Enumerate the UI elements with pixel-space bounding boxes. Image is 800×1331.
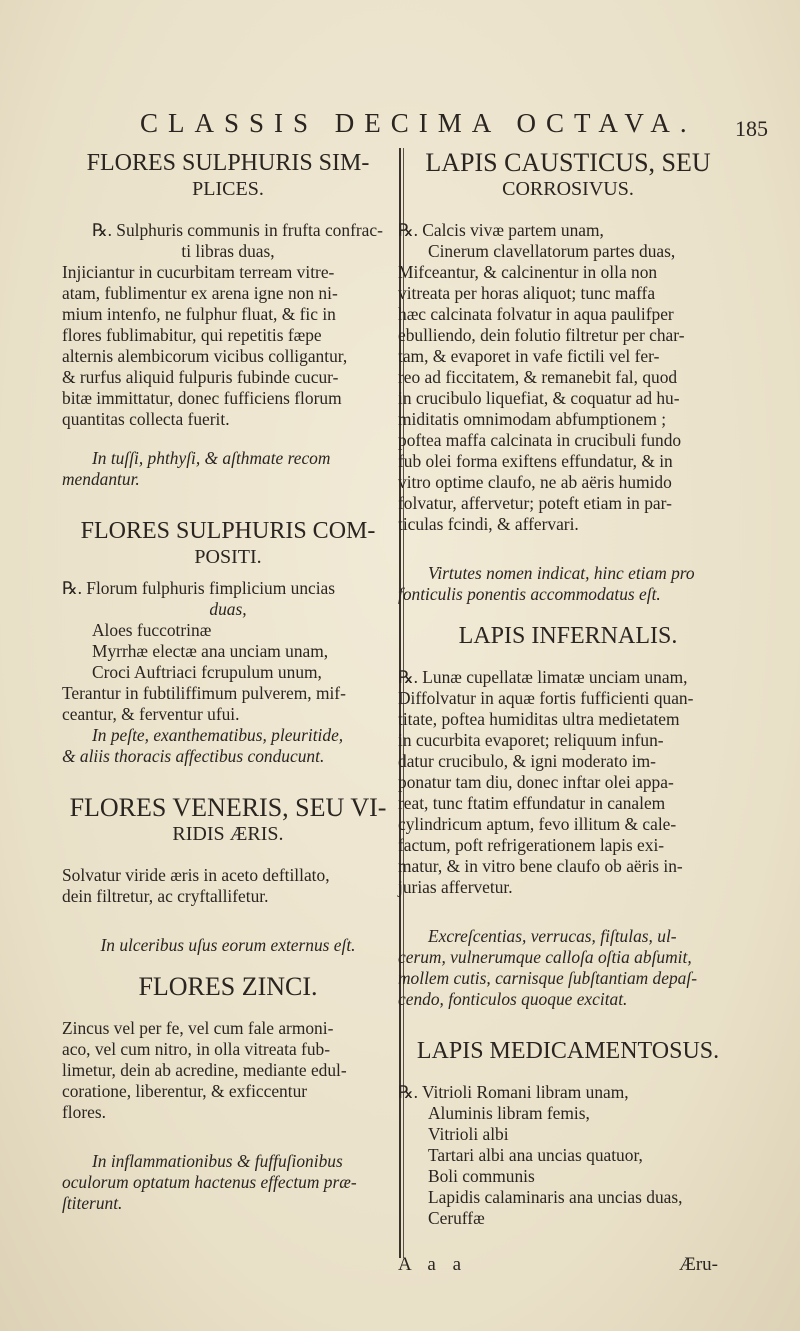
recipe-line: Myrrhæ electæ ana unciam unam, [92, 641, 329, 661]
usage-note: cendo, fonticulos quoque excitat. [398, 989, 628, 1009]
signature-mark: A a a [398, 1254, 468, 1275]
usage-note: ſtiterunt. [62, 1193, 123, 1213]
recipe-line: miditatis omnimodam abfumptionem ; [398, 409, 667, 429]
running-title: CLASSIS DECIMA OCTAVA. [140, 108, 697, 138]
catchword: Æru- [678, 1254, 718, 1275]
recipe-line: fub olei forma exiftens effundatur, & in [398, 451, 673, 471]
recipe-line: ℞. Calcis vivæ partem unam, [398, 220, 604, 240]
heading-flores-sulphuris-simplices: FLORES SULPHURIS SIM- [86, 150, 370, 176]
recipe-line: Vitrioli albi [428, 1124, 509, 1144]
recipe-line: vitreata per horas aliquot; tunc maffa [398, 283, 656, 303]
recipe-line: Injiciantur in cucurbitam terream vitre- [62, 262, 335, 282]
recipe-line: duas, [209, 599, 247, 619]
recipe-line: ℞. Lunæ cupellatæ limatæ unciam unam, [398, 667, 688, 687]
recipe-line: titate, poftea humiditas ultra medietatem [398, 709, 680, 729]
heading-flores-zinci: FLORES ZINCI. [138, 972, 318, 1001]
recipe-line: Aluminis libram femis, [428, 1103, 590, 1123]
right-column [398, 150, 738, 1229]
recipe-line: ℞. Florum fulphuris fimplicium uncias [62, 578, 336, 598]
recipe-line: Diffolvatur in aquæ fortis fufficienti quan- [398, 688, 694, 708]
recipe-line: Terantur in fubtiliffimum pulverem, mif- [62, 683, 346, 703]
recipe-line: folvatur, affervetur; poteft etiam in par- [398, 493, 672, 513]
recipe-line: Ceruffæ [428, 1208, 485, 1228]
recipe-line: aco, vel cum nitro, in olla vitreata fub- [62, 1039, 331, 1059]
recipe-line: datur crucibulo, & igni moderato im- [398, 751, 656, 771]
recipe-line: Mifceantur, & calcinentur in olla non [398, 262, 658, 282]
recipe-line: vitro optime claufo, ne ab aëris humido [398, 472, 672, 492]
recipe-line: ℞. Sulphuris communis in frufta confrac- [92, 220, 383, 240]
usage-note: cerum, vulnerumque calloſa oſtia abſumit, [398, 947, 692, 967]
recipe-line: dein filtretur, ac cryftallifetur. [62, 886, 269, 906]
usage-note: oculorum optatum hactenus effectum præ- [62, 1172, 357, 1192]
recipe-line: alternis alembicorum vicibus colligantur, [62, 346, 348, 366]
heading-lapis-medicamentosus: LAPIS MEDICAMENTOSUS. [416, 1038, 720, 1064]
recipe-line: limetur, dein ab acredine, mediante edul- [62, 1060, 347, 1080]
recipe-line: flores fublimabitur, qui repetitis fæpe [62, 325, 322, 345]
recipe-line: poftea maffa calcinata in crucibuli fundo [398, 430, 682, 450]
recipe-line: reat, tunc ftatim effundatur in canalem [398, 793, 666, 813]
recipe-line: Solvatur viride æris in aceto deftillato, [62, 865, 330, 885]
recipe-line: in crucibulo liquefiat, & coquatur ad hu- [398, 388, 680, 408]
recipe-line: ponatur tam diu, donec inftar olei appa- [398, 772, 674, 792]
usage-note: In peſte, exanthematibus, pleuritide, [92, 725, 344, 745]
heading-flores-veneris: FLORES VENERIS, SEU VI- [69, 793, 387, 822]
heading-lapis-causticus: LAPIS CAUSTICUS, SEU [425, 148, 711, 177]
recipe-line: ℞. Vitrioli Romani libram unam, [398, 1082, 629, 1102]
recipe-line: flores. [62, 1102, 106, 1122]
recipe-line: ceantur, & ferventur ufui. [62, 704, 240, 724]
recipe-line: Aloes fuccotrinæ [92, 620, 212, 640]
recipe-line: reo ad ficcitatem, & remanebit fal, quod [398, 367, 678, 387]
recipe-line: matur, & in vitro bene claufo ob aëris in- [398, 856, 683, 876]
recipe-line: & rurfus aliquid fulpuris fubinde cucur- [62, 367, 339, 387]
recipe-line: ticulas fcindi, & affervari. [398, 514, 579, 534]
recipe-line: Zincus vel per fe, vel cum fale armoni- [62, 1018, 334, 1038]
usage-note: mollem cutis, carnisque ſubſtantiam depaſ- [398, 968, 697, 988]
heading-continuation: PLICES. [192, 178, 264, 200]
recipe-line: cylindricum aptum, fevo illitum & cale- [398, 814, 677, 834]
usage-note: In inflammationibus & fuffuſionibus [92, 1151, 343, 1171]
usage-note: mendantur. [62, 469, 140, 489]
recipe-line: bitæ immittatur, donec fufficiens florum [62, 388, 342, 408]
recipe-line: ti libras duas, [181, 241, 275, 261]
usage-note: fonticulis ponentis accommodatus eſt. [398, 584, 661, 604]
recipe-line: ebulliendo, dein folutio filtretur per char- [398, 325, 685, 345]
recipe-line: tam, & evaporet in vafe fictili vel fer- [398, 346, 660, 366]
recipe-line: Lapidis calaminaris ana uncias duas, [428, 1187, 683, 1207]
recipe-line: in cucurbita evaporet; reliquum infun- [398, 730, 664, 750]
recipe-line: factum, poft refrigerationem lapis exi- [398, 835, 665, 855]
usage-note: In tuſſi, phthyſi, & aſthmate recom [92, 448, 331, 468]
recipe-line: jurias affervetur. [398, 877, 513, 897]
usage-note: & aliis thoracis affectibus conducunt. [62, 746, 325, 766]
recipe-line: Boli communis [428, 1166, 535, 1186]
heading-continuation: POSITI. [194, 546, 262, 568]
usage-note: Virtutes nomen indicat, hinc etiam pro [428, 563, 695, 583]
recipe-line: mium intenfo, ne fulphur fluat, & fic in [62, 304, 336, 324]
recipe-line: quantitas collecta fuerit. [62, 409, 230, 429]
recipe-line: Cinerum clavellatorum partes duas, [428, 241, 676, 261]
recipe-line: atam, fublimentur ex arena igne non ni- [62, 283, 338, 303]
recipe-line: Tartari albi ana uncias quatuor, [428, 1145, 643, 1165]
heading-lapis-infernalis: LAPIS INFERNALIS. [458, 623, 678, 649]
usage-note: Excreſcentias, verrucas, fiſtulas, ul- [428, 926, 677, 946]
heading-flores-sulphuris-compositi: FLORES SULPHURIS COM- [80, 518, 376, 544]
left-column [62, 150, 394, 1214]
heading-continuation: CORROSIVUS. [502, 178, 634, 200]
page-number: 185 [735, 116, 768, 141]
recipe-line: Croci Auftriaci fcrupulum unum, [92, 662, 322, 682]
recipe-line: coratione, liberentur, & exficcentur [62, 1081, 308, 1101]
recipe-line: hæc calcinata folvatur in aqua paulifper [398, 304, 674, 324]
heading-continuation: RIDIS ÆRIS. [172, 823, 284, 845]
usage-note: In ulceribus uſus eorum externus eſt. [100, 935, 356, 955]
